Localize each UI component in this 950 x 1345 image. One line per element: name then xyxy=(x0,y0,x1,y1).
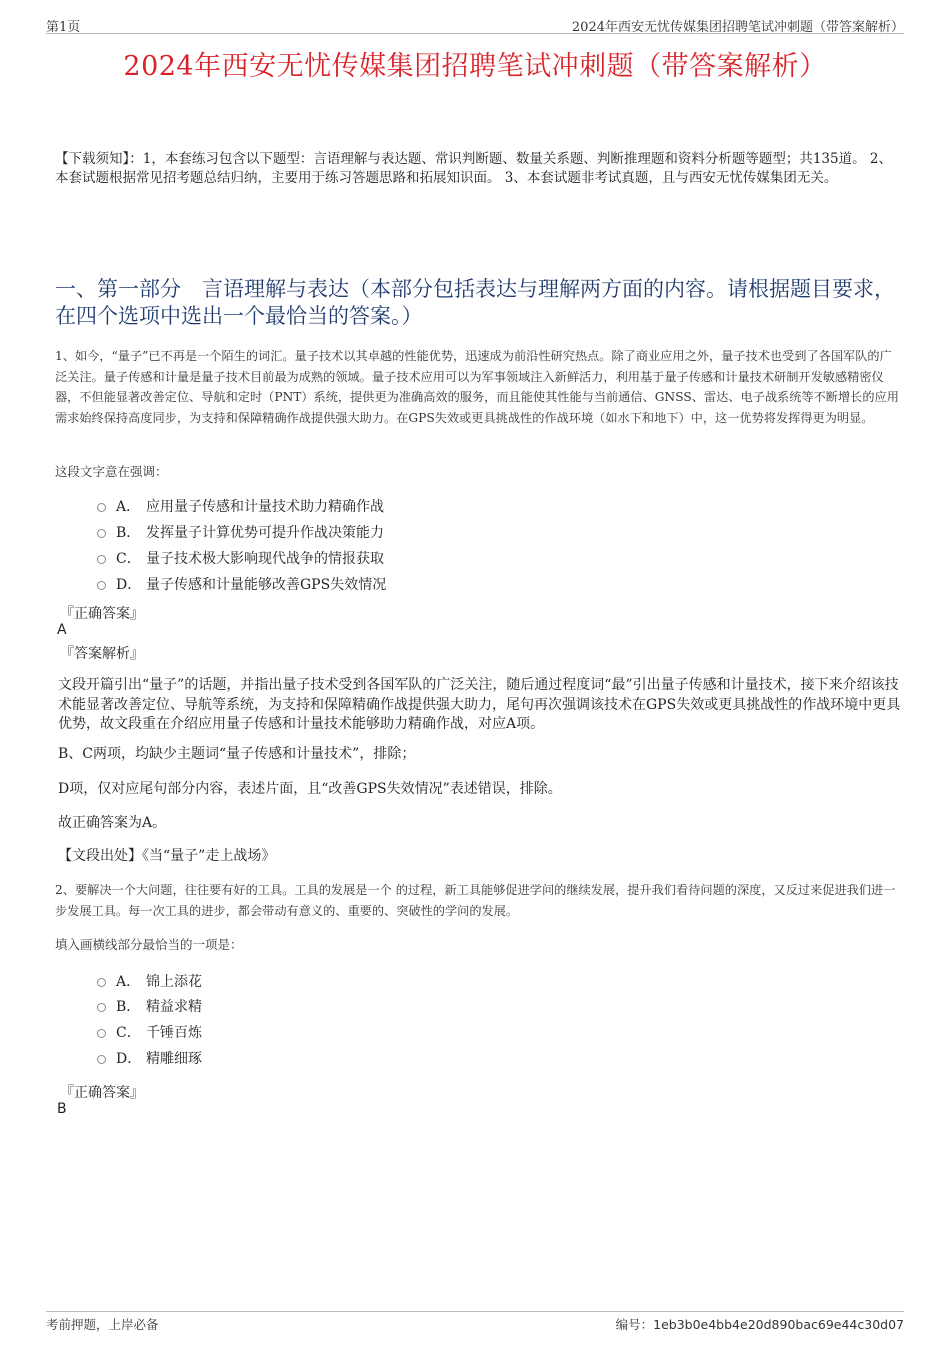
option-letter: B． xyxy=(116,525,141,541)
q1-source: 【文段出处】《当“量子”走上战场》 xyxy=(58,848,276,864)
q1-option-a[interactable] xyxy=(97,496,384,516)
q2-option-b[interactable] xyxy=(97,996,202,1016)
document-title: 2024年西安无忧传媒集团招聘笔试冲刺题（带答案解析） xyxy=(123,51,827,82)
q1-analysis-paragraph: D项，仅对应尾句部分内容，表述片面，且“改善GPS失效情况”表述错误，排除。 xyxy=(58,781,562,797)
option-text: 发挥量子计算优势可提升作战决策能力 xyxy=(146,525,384,541)
radio-icon[interactable] xyxy=(97,1003,106,1012)
page-number: 第1页 xyxy=(46,20,81,35)
option-letter: C． xyxy=(116,551,141,567)
q1-option-b[interactable] xyxy=(97,522,384,542)
header-divider xyxy=(46,33,904,34)
option-letter: D． xyxy=(116,577,142,593)
q1-analysis-paragraph: B、C两项，均缺少主题词“量子传感和计量技术”，排除； xyxy=(58,746,416,762)
q2-option-c[interactable] xyxy=(97,1022,202,1042)
option-text: 千锤百炼 xyxy=(146,1025,202,1041)
radio-icon[interactable] xyxy=(97,1055,106,1064)
q1-answer: A xyxy=(57,622,67,638)
option-text: 精益求精 xyxy=(146,999,202,1015)
q2-answer: B xyxy=(57,1101,67,1117)
option-text: 量子技术极大影响现代战争的情报获取 xyxy=(146,551,384,567)
radio-icon[interactable] xyxy=(97,978,106,987)
question-1-prompt: 这段文字意在强调： xyxy=(55,464,168,479)
radio-icon[interactable] xyxy=(97,1029,106,1038)
q2-option-d[interactable] xyxy=(97,1048,202,1068)
option-letter: A． xyxy=(116,499,141,515)
option-letter: B． xyxy=(116,999,141,1015)
question-2-prompt: 填入画横线部分最恰当的一项是： xyxy=(55,937,243,952)
footer-slogan: 考前押题，上岸必备 xyxy=(46,1317,159,1332)
q1-analysis-label: 『答案解析』 xyxy=(60,646,144,662)
radio-icon[interactable] xyxy=(97,503,106,512)
download-notice: 【下载须知】：1，本套练习包含以下题型：言语理解与表达题、常识判断题、数量关系题、判断推理题和资料分析题等题型；共135道。 2、本套试题根据常见招考题总结归纳，主要用于练习答题思路和拓展知识面。 3、本套试题非考试真题，且与西安无忧传媒集团无关。 xyxy=(55,151,892,186)
running-header-title: 2024年西安无忧传媒集团招聘笔试冲刺题（带答案解析） xyxy=(571,20,904,35)
document-code-label: 编号： xyxy=(615,1317,654,1332)
option-text: 量子传感和计量能够改善GPS失效情况 xyxy=(146,577,387,593)
question-1-passage: 1、如今，“量子”已不再是一个陌生的词汇。量子技术以其卓越的性能优势，迅速成为前沿性研究热点。除了商业应用之外，量子技术也受到了各国军队的广泛关注。量子传感和计量是量子技术目前最为成熟的领域。量子技术应用可以为军事领域注入新鲜活力，利用基于量子传感和计量技术研制开发敏感精密仪器，不但能显著改善定位、导航和定时（PNT）系统，提供更为准确高效的服务，而且能使其性能与当前通信、GNSS、雷达、电子战系统等不断增长的应用需求始终保持高度同步，为支持和保障精确作战提供强大助力。在GPS失效或更具挑战性的作战环境（如水下和地下）中，这一优势将发挥得更为明显。 xyxy=(55,349,899,425)
question-2-passage: 2、要解决一个大问题，往往要有好的工具。工具的发展是一个 的过程，新工具能够促进学问的继续发展，提升我们看待问题的深度，又反过来促进我们进一步发展工具。每一次工具的进步，都会带动有意义的、重要的、突破性的学问的发展。 xyxy=(55,883,896,918)
q2-option-a[interactable] xyxy=(97,971,202,991)
footer-divider xyxy=(46,1311,904,1312)
option-text: 应用量子传感和计量技术助力精确作战 xyxy=(146,499,384,515)
option-letter: A． xyxy=(116,974,141,990)
option-text: 锦上添花 xyxy=(146,974,202,990)
radio-icon[interactable] xyxy=(97,529,106,538)
q1-answer-label: 『正确答案』 xyxy=(60,606,144,622)
document-code xyxy=(616,1315,904,1333)
radio-icon[interactable] xyxy=(97,581,106,590)
q1-analysis-paragraph: 故正确答案为A。 xyxy=(58,815,167,831)
document-code-value: 1eb3b0e4bb4e20d890bac69e44c30d07 xyxy=(653,1317,904,1332)
section-heading: 一、第一部分 言语理解与表达（本部分包括表达与理解两方面的内容。请根据题目要求，在四个选项中选出一个最恰当的答案。） xyxy=(55,277,895,328)
q1-option-d[interactable] xyxy=(97,574,386,594)
option-letter: C． xyxy=(116,1025,141,1041)
option-text: 精雕细琢 xyxy=(146,1051,202,1067)
q2-answer-label: 『正确答案』 xyxy=(60,1085,144,1101)
radio-icon[interactable] xyxy=(97,555,106,564)
q1-analysis-paragraph: 文段开篇引出“量子”的话题，并指出量子技术受到各国军队的广泛关注，随后通过程度词“最”引出量子传感和计量技术，接下来介绍该技术能显著改善定位、导航等系统，为支持和保障精确作战提供强大助力，尾句再次强调该技术在GPS失效或更具挑战性的作战环境中更具优势，故文段重在介绍应用量子传感和计量技术能够助力精确作战，对应A项。 xyxy=(58,677,901,732)
q1-option-c[interactable] xyxy=(97,548,384,568)
option-letter: D． xyxy=(116,1051,142,1067)
